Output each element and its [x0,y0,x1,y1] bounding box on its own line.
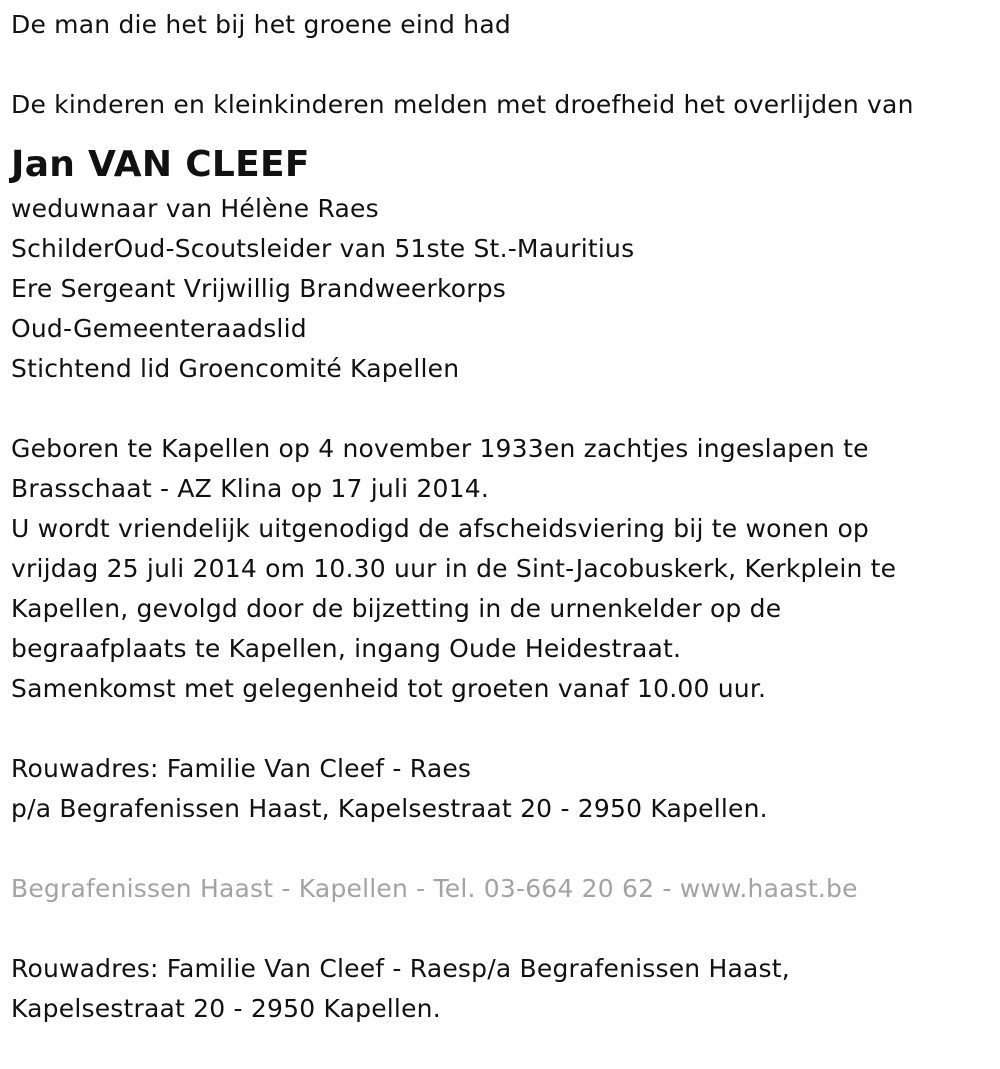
address-line: Rouwadres: Familie Van Cleef - Raesp/a Begrafenissen Haast, [11,954,790,983]
deceased-titles [11,189,991,389]
announcement-text: De kinderen en kleinkinderen melden met droefheid het overlijden van [11,90,914,119]
spacer [11,909,991,949]
address-line: Kapelsestraat 20 - 2950 Kapellen. [11,994,441,1023]
title-line: weduwnaar van Hélène Raes [11,194,379,223]
mourning-address-repeat [11,949,991,1029]
spacer [11,709,991,749]
undertaker-footer: Begrafenissen Haast - Kapellen - Tel. 03-664 20 62 - www.haast.be [11,874,858,903]
title-line: SchilderOud-Scoutsleider van 51ste St.-Mauritius [11,234,635,263]
title-line: Stichtend lid Groencomité Kapellen [11,354,460,383]
detail-line: begraafplaats te Kapellen, ingang Oude Heidestraat. [11,634,682,663]
headline: De man die het bij het groene eind had [11,10,511,39]
detail-line: vrijdag 25 juli 2014 om 10.30 uur in de Sint-Jacobuskerk, Kerkplein te [11,554,897,583]
detail-line: Geboren te Kapellen op 4 november 1933en zachtjes ingeslapen te [11,434,869,463]
title-line: Oud-Gemeenteraadslid [11,314,307,343]
obituary-notice [11,5,991,1029]
title-line: Ere Sergeant Vrijwillig Brandweerkorps [11,274,507,303]
funeral-details [11,429,991,709]
deceased-name: Jan VAN CLEEF [11,144,310,185]
address-line: Rouwadres: Familie Van Cleef - Raes [11,754,472,783]
address-line: p/a Begrafenissen Haast, Kapelsestraat 20 - 2950 Kapellen. [11,794,768,823]
detail-line: Brasschaat - AZ Klina op 17 juli 2014. [11,474,489,503]
spacer [11,829,991,869]
spacer [11,45,991,85]
detail-line: Samenkomst met gelegenheid tot groeten vanaf 10.00 uur. [11,674,767,703]
mourning-address [11,749,991,829]
detail-line: U wordt vriendelijk uitgenodigd de afscheidsviering bij te wonen op [11,514,870,543]
spacer [11,389,991,429]
detail-line: Kapellen, gevolgd door de bijzetting in de urnenkelder op de [11,594,782,623]
